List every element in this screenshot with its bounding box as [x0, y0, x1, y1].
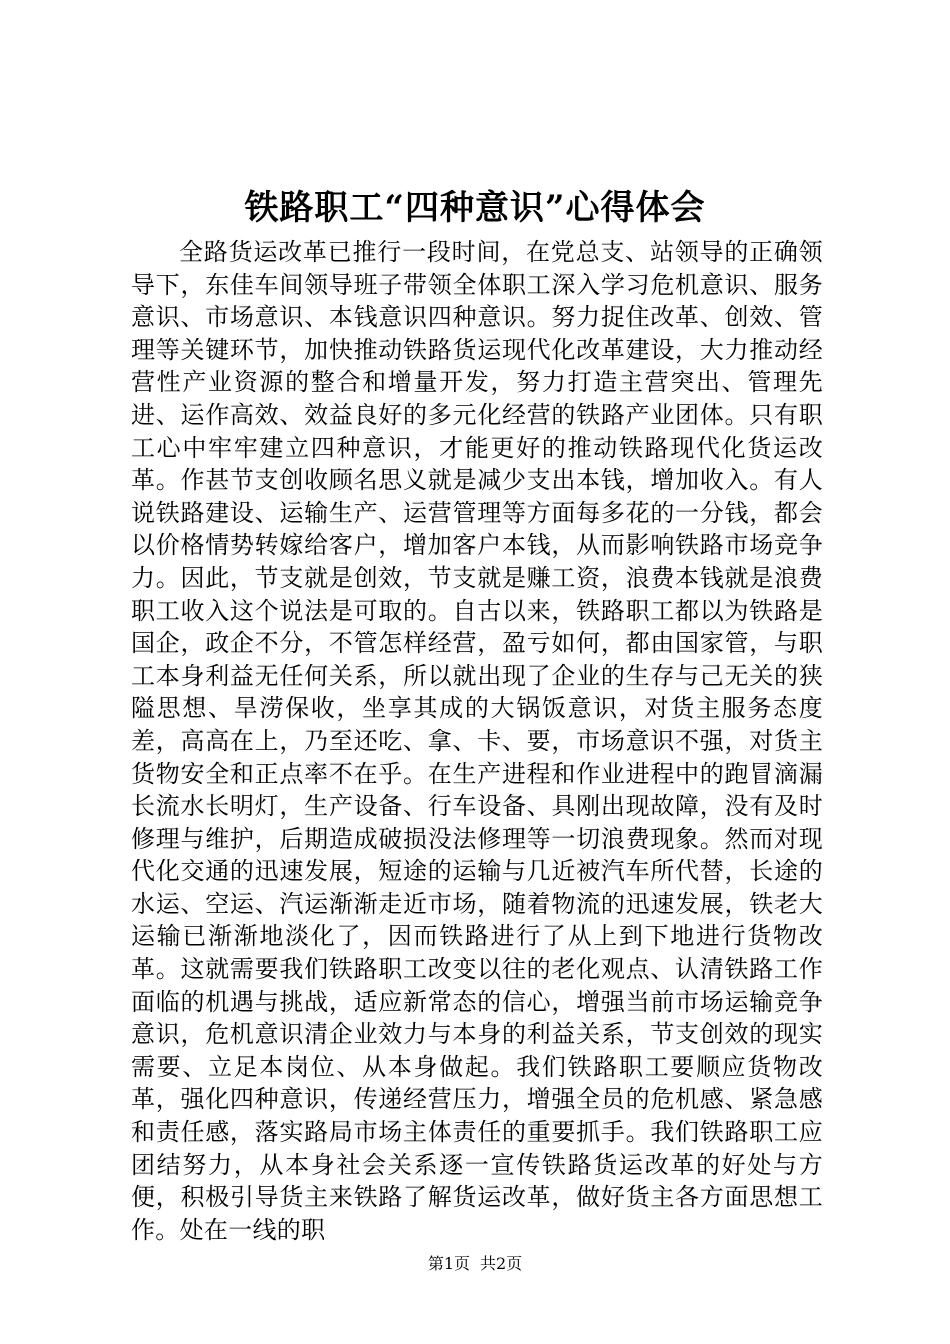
page-number: 第1页 [427, 1254, 470, 1273]
page-footer [0, 1253, 950, 1275]
document-body-paragraph: 全路货运改革已推行一段时间，在党总支、站领导的正确领导下，东佳车间领导班子带领全体职工深入学习危机意识、服务意识、市场意识、本钱意识四种意识。努力捉住改革、创效、管理等关键环节，加快推动铁路货运现代化改革建设，大力推动经营性产业资源的整合和增量开发，努力打造主营突出、管理先进、运作高效、效益良好的多元化经营的铁路产业团体。只有职工心中牢牢建立四种意识，才能更好的推动铁路现代化货运改革。作甚节支创收顾名思义就是减少支出本钱，增加收入。有人说铁路建设、运输生产、运营管理等方面每多花的一分钱，都会以价格情势转嫁给客户，增加客户本钱，从而影响铁路市场竞争力。因此，节支就是创效，节支就是赚工资，浪费本钱就是浪费职工收入这个说法是可取的。自古以来，铁路职工都以为铁路是国企，政企不分，不管怎样经营，盈亏如何，都由国家管，与职工本身利益无任何关系，所以就出现了企业的生存与己无关的狭隘思想、旱涝保收，坐享其成的大锅饭意识，对货主服务态度差，高高在上，乃至还吃、拿、卡、要，市场意识不强，对货主货物安全和正点率不在乎。在生产进程和作业进程中的跑冒滴漏长流水长明灯，生产设备、行车设备、具刚出现故障，没有及时修理与维护，后期造成破损没法修理等一切浪费现象。然而对现代化交通的迅速发展，短途的运输与几近被汽车所代替，长途的水运、空运、汽运渐渐走近市场，随着物流的迅速发展，铁老大运输已渐渐地淡化了，因而铁路进行了从上到下地进行货物改革。这就需要我们铁路职工改变以往的老化观点、认清铁路工作面临的机遇与挑战，适应新常态的信心，增强当前市场运输竞争意识，危机意识清企业效力与本身的利益关系，节支创效的现实需要、立足本岗位、从本身做起。我们铁路职工要顺应货物改革，强化四种意识，传递经营压力，增强全员的危机感、紧急感和责任感，落实路局市场主体责任的重要抓手。我们铁路职工应团结努力，从本身社会关系逐一宣传铁路货运改革的好处与方便，积极引导货主来铁路了解货运改革，做好货主各方面思想工作。处在一线的职 [131, 238, 823, 1244]
document-title: 铁路职工“四种意识”心得体会 [244, 188, 706, 228]
page-total: 共2页 [480, 1254, 523, 1273]
